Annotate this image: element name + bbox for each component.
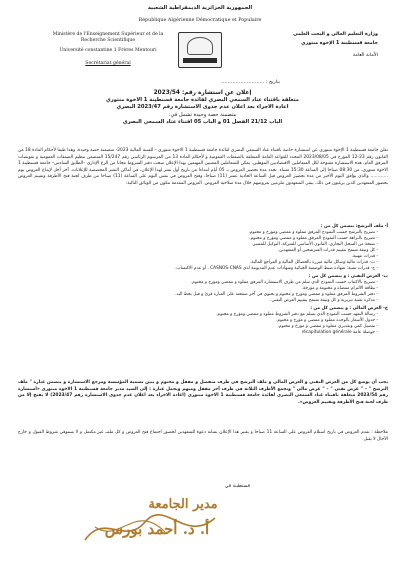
- university-fr: Université constantine 1 Frères Mentouri: [59, 48, 157, 54]
- director-stamp-signature: [65, 482, 225, 552]
- title-line-3: اعادة الاجراء بعد اعلان عدم جدوى الاستشارة رقم 2023/47 البصري: [116, 104, 289, 111]
- republic-header-ar: الجمهورية الجزائرية الديمقراطية الشعبية: [147, 5, 253, 11]
- list-item: - ب- قدرات مالية:وسائل مالية مبررة بالحصائل المالية و المراجع المالية.: [249, 260, 378, 266]
- ministry-fr: Ministère de l'Enseignement Supérieur et de la Recherche Scientifique: [52, 32, 164, 44]
- list-item: - بطاقة الالتزام ممضاة و مختومة و مؤرخة.: [301, 285, 378, 291]
- announcement-title: [30, 90, 375, 126]
- logo-bar-icon: [183, 58, 217, 63]
- list-item: - تصريح بالترشح حسب النموذج المرفق مملوء و ممضي ومؤرخ و مختوم.: [248, 229, 378, 235]
- list-item: - تصريح بالنزاهة حسب النموذج المرفق مملوء و ممضي ومؤرخ و مختوم.: [249, 235, 378, 241]
- list-item: - قدرات مهنية.: [351, 253, 378, 259]
- list-item: - كل وثيقة تسمح بتقييم قدرات المترشحين أو المتعهدين.: [277, 247, 378, 253]
- right-institution-block: [228, 32, 378, 59]
- list-item: - دفتر الشروط المرفق مملوء و ممضي ومؤرخ و مختوم و يحتوي في آخر صفحته على العبارة قرئ و قبل بخط اليد.: [175, 292, 378, 298]
- republic-header-fr: République Algérienne Démocratique et Populaire: [138, 18, 262, 23]
- announcement-body: تعلن جامعة قسنطينة 1 الإخوة منتوري عن استشارة خاصة باقتناء عتاد السمعي البصري لفائدة جامعة قسنطينة 1 الاخوة منتوري – للسنة المالية 2023- متضمنة حصة وحيدة، وهذا طبقا لأحكام المادة 18 من القانون رقم 23-12 المؤرخ في 2023/08/05 المحدد للقواعد العامة المتعلقة بالصفقات العمومية و لأحكام المادة 13 من المرسوم الرئاسي رقم 15/247 المتضمن تنظيم الصفقات العمومية و تفويضات المرفق العام. هذه الاستشارة مفتوحة لكل المتعاملين الاقتصاديين المؤهلين. يمكن للمتعاملين المعنيين المهتمين بهذا الإعلان سحب دفتر الشروط مجانا من الرع الإداري –الطابق السادس– جامعة قسنطينة 1 الاخوة منتوري، من 08:30 صباحا إلى الساعة 15:30 مساء. تحدد مدة تحضير العروض بـ 05 أيام ابتداءا من تاريخ أول نشر لهذا الإعلان، في أماكن النشر المخصصة للإعلانات. آخر أجل لإيداع العروض يوم ………… والذي يوافق اليوم الأخير من مدة تحضير العروض قبل الساعة الحادية عشر (11) صباحا، وفتح العروض في نفس اليوم على الساعة (11) صباحا من طرف لجنة فتح الأظرفة وتقييم العروض بحضور المتعهدين الذين يرغبون في ذلك. يبقى المتعهدون ملزمين بعروضهم خلال مدة صلاحية العروض. العروض المقدمة تتكون من الوثائق التالية:: [18, 148, 388, 186]
- list-item: - تصريح بالاكتتاب حسب النموذج الذي سلم من طرف الاستشارة المرفق مملوء و ممضي ومؤرخ و مختوم.: [190, 279, 378, 285]
- list-item: - مذكرة تقنية تبريرية و كل وثيقة تسمح بتقييم العرض التقني.: [270, 298, 378, 304]
- title-line-4: متضمنة حصة وحيدة تشمل في:: [168, 111, 237, 118]
- date-line: بتاريخ : ………………………: [221, 80, 280, 85]
- envelope-instructions: يجب أن يوضع كل من العرض التقني و العرض المالي و ملف الترشح في ظرف منفصل و مقفل و مختوم و يبين تسمية المؤسسة ومرجع الاستشارة و يتضمن عبارة " ملف الترشح " – " عرض تقني " – " عرض مالي " وتجمع الأظرف الثلاثة في ظرف آخر مقفل ومبهم ويحمل عبارة : إلى السيد مدير جامعة قسنطينة 1 الاخوة منتوري «استشارة رقم 2023/54 متعلقة باقتناء عتاد السمعي البصري لفائدة جامعة قسنطينة 1 الاخوة منتوري (اعادة الاجراء بعد اعلان عدم جدوى الاستشارة رقم 2023/47) لا يفتح إلا من طرف لجنة فتح الأظرفة وتقييم العروض».: [18, 380, 389, 405]
- required-documents-list: [18, 222, 388, 336]
- note-paragraph: ملاحظة : تقدم العروض في تاريخ استلام العروض على الساعة 11 صباحا و يعتبر هذا الإعلان بمثابة دعوة للمتعهدين لحضور اجتماع فتح العروض و كل ملف غير مكتمل و لا يستوفي شروط القبول و خارج الآجال لا يقبل.: [18, 430, 388, 442]
- ministry-ar: وزارة التعليم العالي و البحث العلمي: [293, 32, 378, 37]
- left-institution-block: [48, 32, 168, 67]
- title-line-5: الباب 21/12 الفصل 01 و الباب 05 اقتناء عتاد السمعي البصري: [122, 118, 283, 125]
- logo-arch-icon: [187, 37, 213, 55]
- stamp-title: مدير الجامعة: [148, 497, 218, 512]
- list-item: - ج- قدرات تقنية: شهادة ضبط الوضعية الجبائية وشهادات عدم المديونية لدى CASNOS-CNAS ، أو عدم الاكتساب.: [175, 266, 378, 272]
- university-ar: جامعة قسنطينة 1 الإخوة منتوري: [301, 41, 378, 47]
- title-line-2: متعلقة باقتناء عتاد السمعي البصري لفائدة جامعة قسنطينة 1 الاخوة منتوري: [106, 97, 299, 104]
- stamp-name: أ. د. أحمد بورس: [104, 520, 210, 538]
- list-group-heading: ب- العرض التقني : و يتضمن كل من :: [308, 273, 388, 279]
- list-item: - رسالة التعهد حسب النموذج الذي يسلم مع دفتر الشروط مملوء و ممضي ومؤرخ و مختوم.: [216, 311, 378, 317]
- list-item: - نسخة من السجل التجاري، القانون الأساسي للشركة، التوكيل للمسير.: [251, 241, 378, 247]
- list-item: - جدول الأسعار بالوحدة مملوء و ممضي و مؤرخ و مختوم.: [276, 317, 378, 323]
- university-logo: [178, 32, 222, 68]
- list-group-heading: أ- ملف الترشح: يتضمن كل من :: [320, 223, 388, 229]
- list-item: - حوصلة عامة récapitulation générale: [301, 330, 378, 336]
- title-line-1: إعلان عن استشارة رقم: 2023/54: [153, 90, 252, 96]
- list-group-heading: ج- العرض المالي : و يتضمن كل من :: [310, 305, 388, 311]
- secretariat-ar: الأمانة العامة: [352, 52, 378, 58]
- signature-place: قسنطينة في: [224, 484, 250, 489]
- secretariat-fr: Secrétariat général: [85, 60, 131, 66]
- list-item: - تفصيل كمي وتقديري مملوء و ممضي و مؤرخ و مختوم.: [277, 324, 378, 329]
